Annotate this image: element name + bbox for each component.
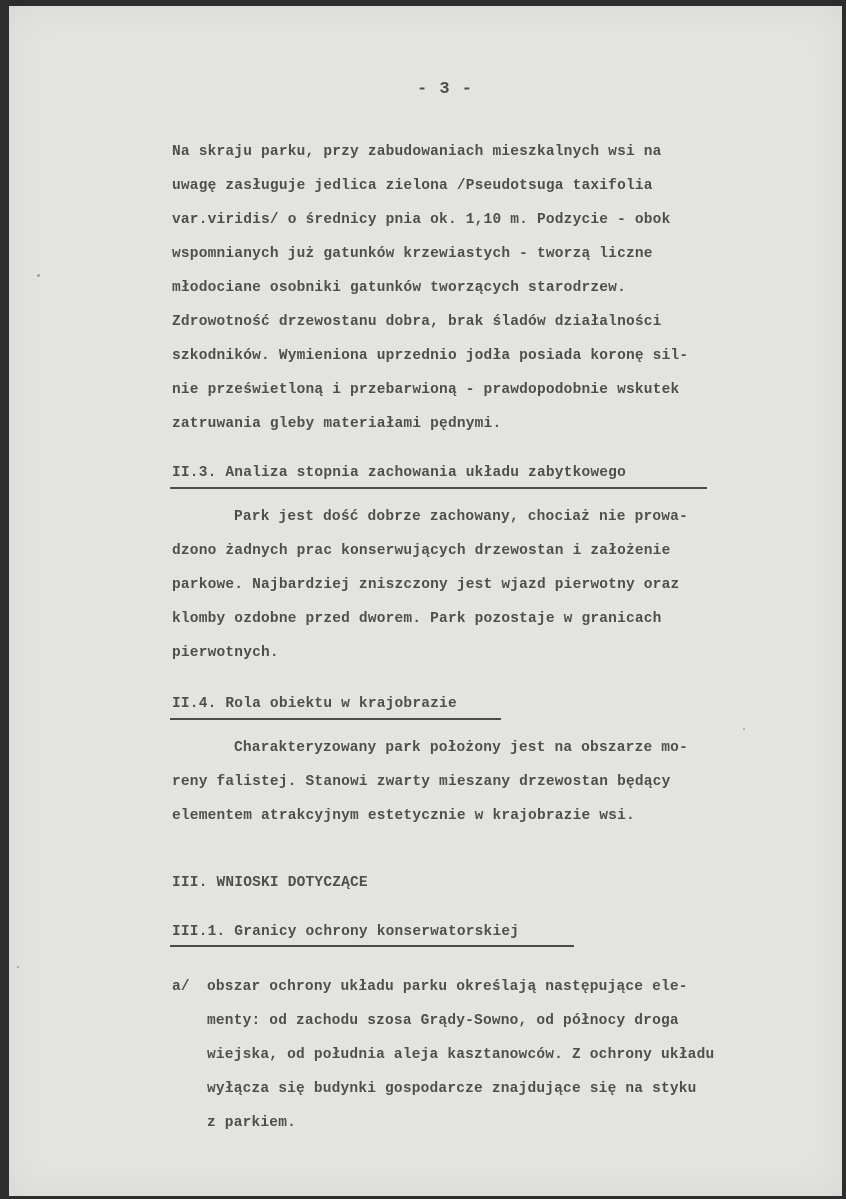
heading-underline (170, 487, 707, 489)
paper-speck (37, 274, 40, 277)
paragraph-line: Zdrowotność drzewostanu dobra, brak śladów działalności (172, 314, 662, 330)
paragraph-line: nie prześwietloną i przebarwioną - prawdopodobnie wskutek (172, 382, 680, 398)
section-heading-iii-1: III.1. Granicy ochrony konserwatorskiej (172, 924, 520, 940)
paragraph-line: var.viridis/ o średnicy pnia ok. 1,10 m. Podzycie - obok (172, 212, 671, 228)
list-marker-a: a/ (172, 979, 190, 995)
paragraph-line: klomby ozdobne przed dworem. Park pozostaje w granicach (172, 611, 662, 627)
paragraph-line: zatruwania gleby materiałami pędnymi. (172, 416, 502, 432)
heading-underline (170, 718, 501, 720)
list-line: z parkiem. (207, 1115, 297, 1131)
paragraph-line: szkodników. Wymieniona uprzednio jodła posiada koronę sil- (172, 348, 689, 364)
section-heading-ii-3: II.3. Analiza stopnia zachowania układu zabytkowego (172, 465, 626, 481)
paragraph-line: uwagę zasługuje jedlica zielona /Pseudotsuga taxifolia (172, 178, 653, 194)
section-heading-iii: III. WNIOSKI DOTYCZĄCE (172, 875, 368, 891)
list-line: wiejska, od południa aleja kasztanowców. Z ochrony układu (207, 1047, 715, 1063)
list-item-a (207, 979, 827, 1139)
paragraph-line: parkowe. Najbardziej zniszczony jest wjazd pierwotny oraz (172, 577, 680, 593)
paragraph-line: Charakteryzowany park położony jest na obszarze mo- (234, 740, 688, 756)
section-heading-ii-4: II.4. Rola obiektu w krajobrazie (172, 696, 457, 712)
paragraph-line: elementem atrakcyjnym estetycznie w krajobrazie wsi. (172, 808, 635, 824)
paper-speck (17, 966, 19, 968)
paragraph-tree-description (172, 144, 812, 432)
paragraph-line: reny falistej. Stanowi zwarty mieszany drzewostan będący (172, 774, 671, 790)
paragraph-line: młodociane osobniki gatunków tworzących starodrzew. (172, 280, 626, 296)
paragraph-line: pierwotnych. (172, 645, 279, 661)
document-page (9, 6, 842, 1196)
list-line: obszar ochrony układu parku określają następujące ele- (207, 979, 688, 995)
paper-speck (743, 728, 745, 730)
list-line: wyłącza się budynki gospodarcze znajdujące się na styku (207, 1081, 697, 1097)
paragraph-preservation-state (172, 509, 812, 661)
list-line: menty: od zachodu szosa Grądy-Sowno, od północy droga (207, 1013, 679, 1029)
paragraph-line: Na skraju parku, przy zabudowaniach mieszkalnych wsi na (172, 144, 662, 160)
page-number: - 3 - (417, 80, 474, 99)
paragraph-line: wspomnianych już gatunków krzewiastych - tworzą liczne (172, 246, 653, 262)
heading-underline (170, 945, 574, 947)
paragraph-landscape-role (172, 740, 812, 830)
paragraph-line: dzono żadnych prac konserwujących drzewostan i założenie (172, 543, 671, 559)
paragraph-line: Park jest dość dobrze zachowany, chociaż nie prowa- (234, 509, 688, 525)
